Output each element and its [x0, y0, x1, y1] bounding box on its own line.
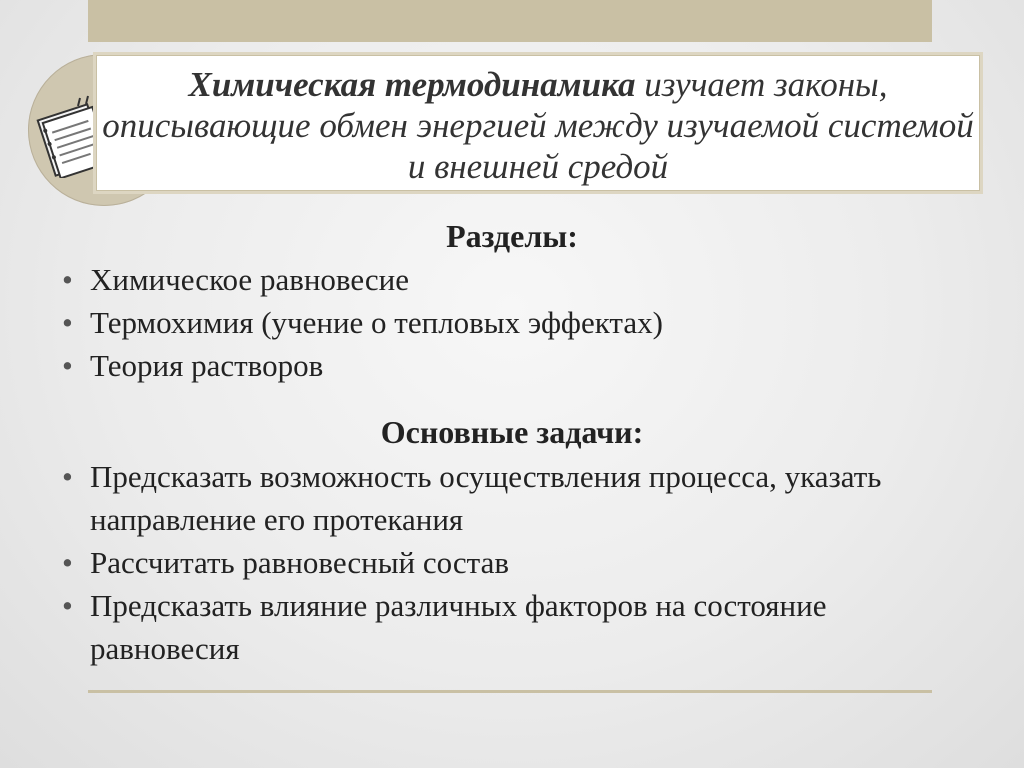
- title-rest: изучает законы, описывающие обмен энергией между изучаемой системой и внешней средой: [102, 65, 974, 186]
- bottom-divider: [88, 690, 932, 693]
- list-item: • Предсказать возможность осуществления процесса, указать направление его протекания: [62, 455, 942, 541]
- list-item: • Теория растворов: [62, 344, 663, 387]
- top-accent-bar: [88, 0, 932, 42]
- sections-list: [62, 258, 663, 387]
- list-item: • Рассчитать равновесный состав: [62, 541, 942, 584]
- list-item: • Термохимия (учение о тепловых эффектах): [62, 301, 663, 344]
- list-item: • Химическое равновесие: [62, 258, 663, 301]
- list-item: • Предсказать влияние различных факторов на состояние равновесия: [62, 584, 830, 670]
- tasks-list: [62, 455, 942, 670]
- tasks-heading: Основные задачи:: [380, 414, 644, 450]
- title-box: [96, 55, 980, 191]
- sections-heading: Разделы:: [446, 218, 578, 254]
- title-bold: Химическая термодинамика: [188, 65, 636, 104]
